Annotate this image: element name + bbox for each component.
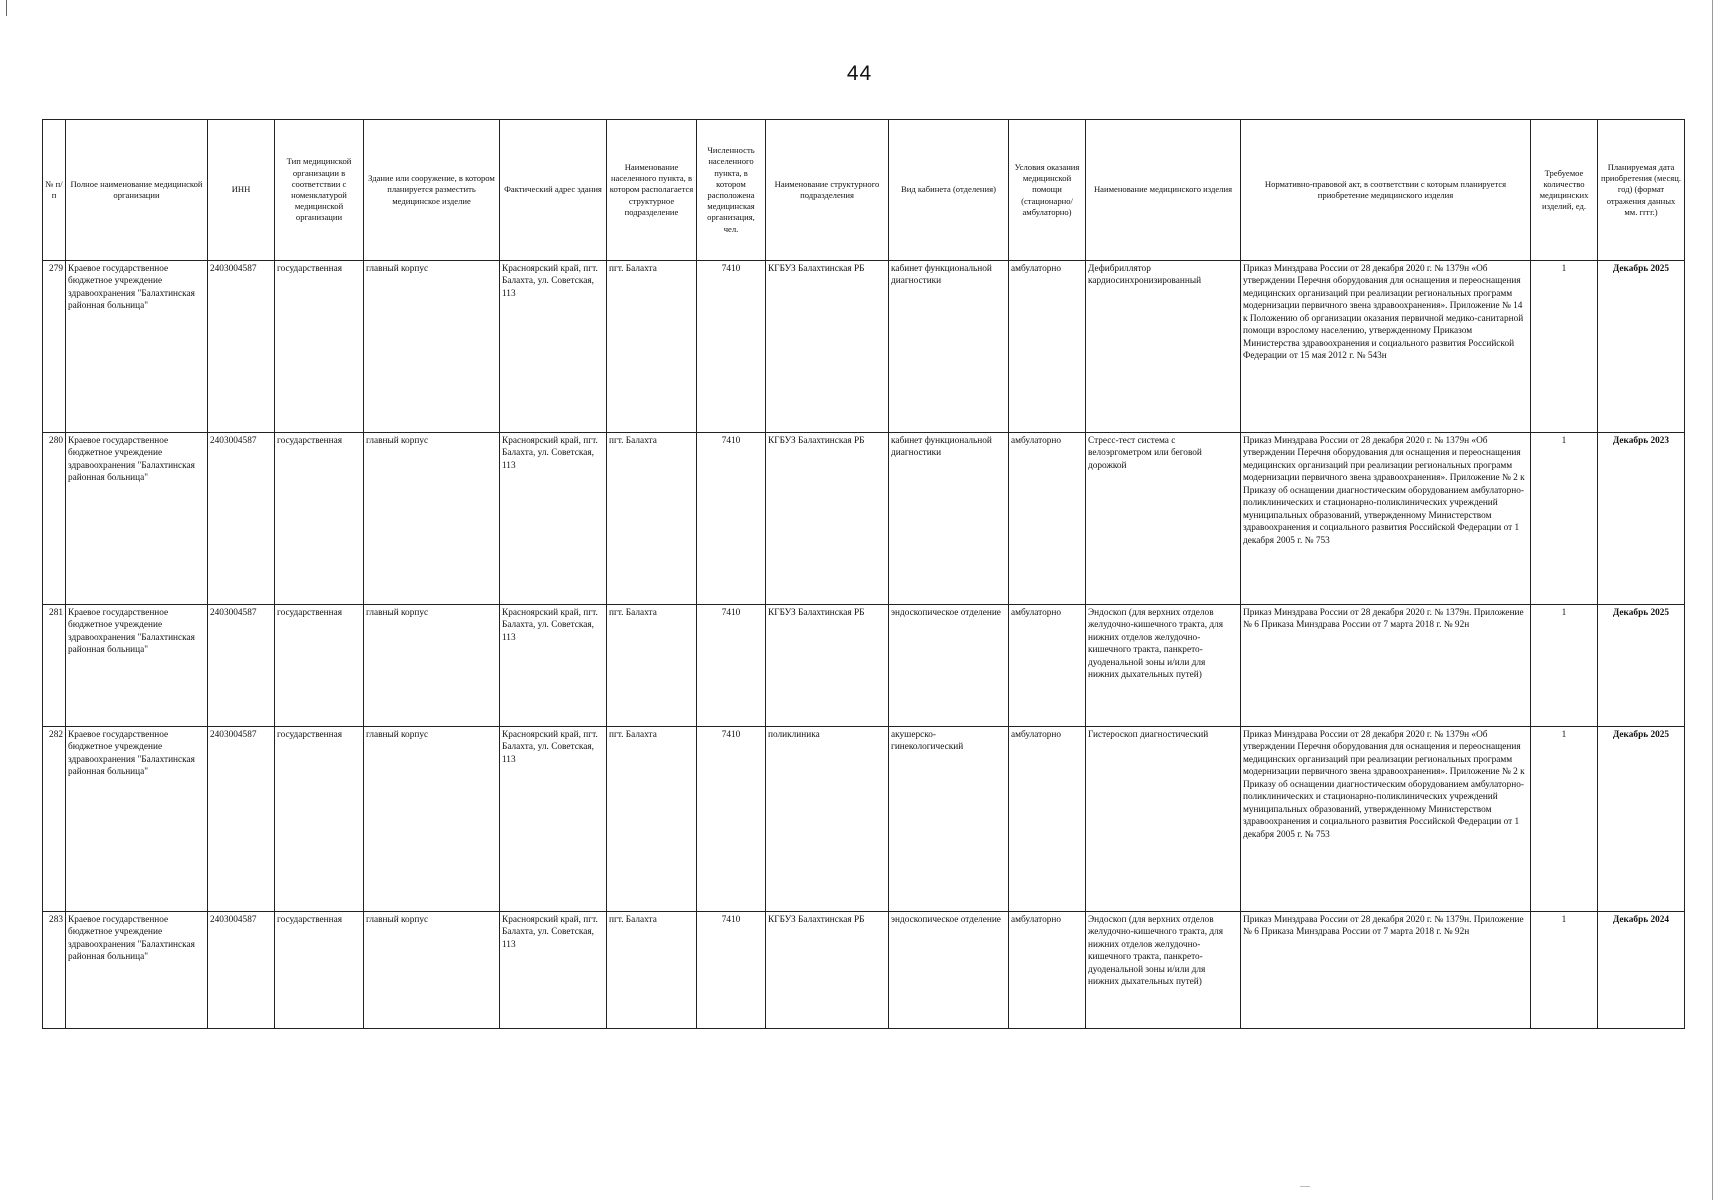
cell-device: Гистероскоп диагностический (1086, 727, 1241, 912)
cell-subdivision: КГБУЗ Балахтинская РБ (766, 605, 889, 727)
cell-legal-act: Приказ Минздрава России от 28 декабря 2020 г. № 1379н. Приложение № 6 Приказа Минздрава России от 7 марта 2018 г. № 92н (1241, 912, 1531, 1029)
cell-quantity: 1 (1531, 727, 1598, 912)
cell-subdivision: КГБУЗ Балахтинская РБ (766, 433, 889, 605)
table-row (43, 605, 1685, 727)
cell-population: 7410 (697, 727, 766, 912)
cell-settlement: пгт. Балахта (607, 912, 697, 1029)
header-legal-act: Нормативно-правовой акт, в соответствии с которым планируется приобретение медицинского изделия (1241, 120, 1531, 261)
cell-org-name: Краевое государственное бюджетное учреждение здравоохранения "Балахтинская районная больница" (66, 912, 208, 1029)
cell-quantity: 1 (1531, 912, 1598, 1029)
header-settlement: Наименование населенного пункта, в котором располагается структурное подразделение (607, 120, 697, 261)
cell-address: Красноярский край, пгт. Балахта, ул. Советская, 113 (500, 433, 607, 605)
cell-org-type: государственная (275, 433, 364, 605)
cell-population: 7410 (697, 433, 766, 605)
cell-date: Декабрь 2023 (1598, 433, 1685, 605)
header-population: Численность населенного пункта, в котором расположена медицинская организация, чел. (697, 120, 766, 261)
cell-address: Красноярский край, пгт. Балахта, ул. Советская, 113 (500, 261, 607, 433)
header-row (43, 120, 1685, 261)
cell-date: Декабрь 2025 (1598, 605, 1685, 727)
cell-building: главный корпус (364, 433, 500, 605)
cell-building: главный корпус (364, 912, 500, 1029)
cell-date: Декабрь 2025 (1598, 727, 1685, 912)
table-row (43, 912, 1685, 1029)
cell-device: Эндоскоп (для верхних отделов желудочно-кишечного тракта, для нижних отделов желудочно-кишечного тракта, панкрето-дуоденальной зоны и/или для нижних дыхательных путей) (1086, 912, 1241, 1029)
cell-inn: 2403004587 (208, 727, 275, 912)
cell-device: Эндоскоп (для верхних отделов желудочно-кишечного тракта, для нижних отделов желудочно-кишечного тракта, панкрето-дуоденальной зоны и/или для нижних дыхательных путей) (1086, 605, 1241, 727)
cell-device: Стресс-тест система с велоэргометром или беговой дорожкой (1086, 433, 1241, 605)
header-device: Наименование медицинского изделия (1086, 120, 1241, 261)
cell-address: Красноярский край, пгт. Балахта, ул. Советская, 113 (500, 605, 607, 727)
cell-settlement: пгт. Балахта (607, 727, 697, 912)
cell-num: 281 (43, 605, 66, 727)
cell-org-type: государственная (275, 605, 364, 727)
scan-edge-right (1712, 0, 1713, 1200)
cell-quantity: 1 (1531, 433, 1598, 605)
cell-address: Красноярский край, пгт. Балахта, ул. Советская, 113 (500, 727, 607, 912)
cell-cabinet: эндоскопическое отделение (889, 605, 1009, 727)
cell-date: Декабрь 2025 (1598, 261, 1685, 433)
cell-subdivision: КГБУЗ Балахтинская РБ (766, 912, 889, 1029)
cell-num: 279 (43, 261, 66, 433)
cell-org-name: Краевое государственное бюджетное учреждение здравоохранения "Балахтинская районная больница" (66, 433, 208, 605)
cell-subdivision: поликлиника (766, 727, 889, 912)
cell-conditions: амбулаторно (1009, 605, 1086, 727)
cell-building: главный корпус (364, 727, 500, 912)
cell-org-type: государственная (275, 912, 364, 1029)
cell-settlement: пгт. Балахта (607, 261, 697, 433)
cell-building: главный корпус (364, 261, 500, 433)
cell-settlement: пгт. Балахта (607, 605, 697, 727)
header-num: № п/п (43, 120, 66, 261)
cell-org-name: Краевое государственное бюджетное учреждение здравоохранения "Балахтинская районная больница" (66, 727, 208, 912)
scan-speck (1300, 1186, 1310, 1187)
cell-date: Декабрь 2024 (1598, 912, 1685, 1029)
header-inn: ИНН (208, 120, 275, 261)
cell-settlement: пгт. Балахта (607, 433, 697, 605)
cell-inn: 2403004587 (208, 912, 275, 1029)
equipment-register-table (42, 119, 1685, 1029)
header-conditions: Условия оказания медицинской помощи (стационарно/ амбулаторно) (1009, 120, 1086, 261)
cell-inn: 2403004587 (208, 605, 275, 727)
table-row (43, 727, 1685, 912)
cell-address: Красноярский край, пгт. Балахта, ул. Советская, 113 (500, 912, 607, 1029)
cell-cabinet: кабинет функциональной диагностики (889, 433, 1009, 605)
cell-inn: 2403004587 (208, 433, 275, 605)
cell-num: 283 (43, 912, 66, 1029)
header-cabinet: Вид кабинета (отделения) (889, 120, 1009, 261)
header-address: Фактический адрес здания (500, 120, 607, 261)
cell-building: главный корпус (364, 605, 500, 727)
cell-org-name: Краевое государственное бюджетное учреждение здравоохранения "Балахтинская районная больница" (66, 605, 208, 727)
header-subdivision: Наименование структурного подразделения (766, 120, 889, 261)
cell-legal-act: Приказ Минздрава России от 28 декабря 2020 г. № 1379н «Об утверждении Перечня оборудования для оснащения и переоснащения медицинских организаций при реализации региональных программ модернизации первичного звена здравоохранения». Приложение № 2 к Приказу об оснащении диагностическим оборудованием амбулаторно-поликлинических и стационарно-поликлинических учреждений муниципальных образований, утвержденному Министерством здравоохранения и социального развития Российской Федерации от 1 декабря 2005 г. № 753 (1241, 727, 1531, 912)
cell-subdivision: КГБУЗ Балахтинская РБ (766, 261, 889, 433)
cell-quantity: 1 (1531, 605, 1598, 727)
cell-legal-act: Приказ Минздрава России от 28 декабря 2020 г. № 1379н «Об утверждении Перечня оборудования для оснащения и переоснащения медицинских организаций при реализации региональных программ модернизации первичного звена здравоохранения». Приложение № 14 к Положению об организации оказания первичной медико-санитарной помощи взрослому населению, утвержденному Приказом Министерства здравоохранения и социального развития Российской Федерации от 15 мая 2012 г. № 543н (1241, 261, 1531, 433)
cell-conditions: амбулаторно (1009, 433, 1086, 605)
header-org-type: Тип медицинской организации в соответствии с номенклатурой медицинской организации (275, 120, 364, 261)
page-number: 44 (846, 62, 873, 85)
cell-cabinet: кабинет функциональной диагностики (889, 261, 1009, 433)
header-building: Здание или сооружение, в котором планируется разместить медицинское изделие (364, 120, 500, 261)
cell-population: 7410 (697, 912, 766, 1029)
cell-cabinet: акушерско-гинекологический (889, 727, 1009, 912)
cell-legal-act: Приказ Минздрава России от 28 декабря 2020 г. № 1379н «Об утверждении Перечня оборудования для оснащения и переоснащения медицинских организаций при реализации региональных программ модернизации первичного звена здравоохранения». Приложение № 2 к Приказу об оснащении диагностическим оборудованием амбулаторно-поликлинических и стационарно-поликлинических учреждений муниципальных образований, утвержденному Министерством здравоохранения и социального развития Российской Федерации от 1 декабря 2005 г. № 753 (1241, 433, 1531, 605)
cell-device: Дефибриллятор кардиосинхронизированный (1086, 261, 1241, 433)
cell-org-type: государственная (275, 727, 364, 912)
cell-conditions: амбулаторно (1009, 261, 1086, 433)
cell-inn: 2403004587 (208, 261, 275, 433)
cell-quantity: 1 (1531, 261, 1598, 433)
cell-conditions: амбулаторно (1009, 727, 1086, 912)
cell-org-name: Краевое государственное бюджетное учреждение здравоохранения "Балахтинская районная больница" (66, 261, 208, 433)
header-quantity: Требуемое количество медицинских изделий, ед. (1531, 120, 1598, 261)
cell-conditions: амбулаторно (1009, 912, 1086, 1029)
cell-num: 280 (43, 433, 66, 605)
header-org-name: Полное наименование медицинской организации (66, 120, 208, 261)
cell-num: 282 (43, 727, 66, 912)
scan-edge-left (6, 0, 7, 16)
cell-legal-act: Приказ Минздрава России от 28 декабря 2020 г. № 1379н. Приложение № 6 Приказа Минздрава России от 7 марта 2018 г. № 92н (1241, 605, 1531, 727)
cell-population: 7410 (697, 605, 766, 727)
header-date: Планируемая дата приобретения (месяц. год) (формат отражения данных мм. гггг.) (1598, 120, 1685, 261)
table-row (43, 261, 1685, 433)
cell-org-type: государственная (275, 261, 364, 433)
cell-population: 7410 (697, 261, 766, 433)
table-row (43, 433, 1685, 605)
cell-cabinet: эндоскопическое отделение (889, 912, 1009, 1029)
